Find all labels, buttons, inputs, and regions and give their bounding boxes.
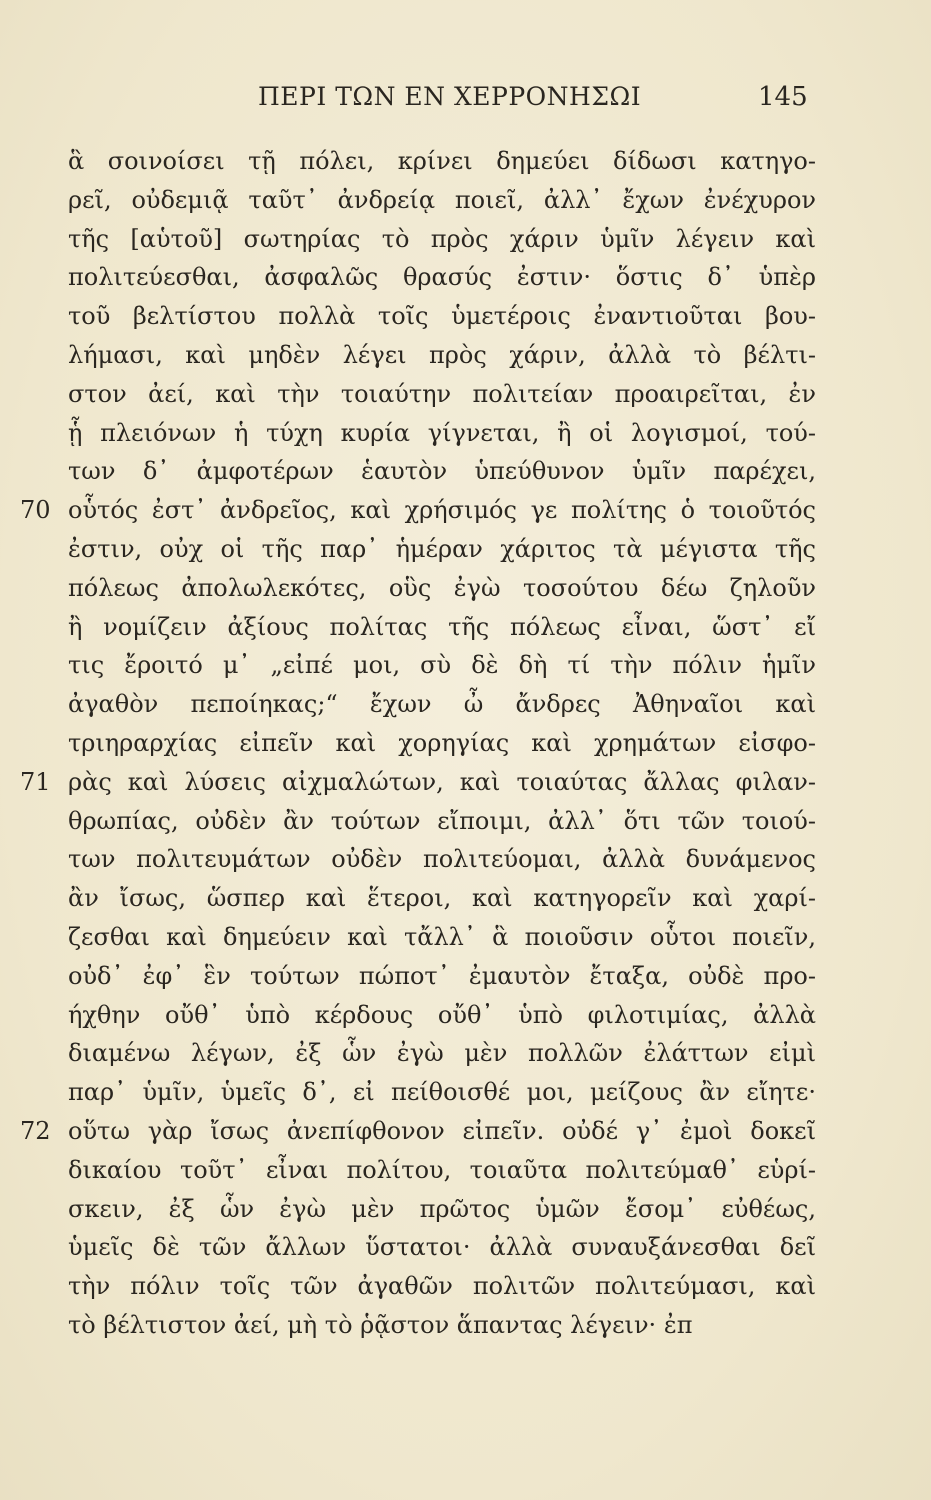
text-line <box>0 840 931 879</box>
line-text: τριηραρχίας εἰπεῖν καὶ χορηγίας καὶ χρημάτων εἰσφο- <box>68 728 816 757</box>
line-text: ρὰς καὶ λύσεις αἰχμαλώτων, καὶ τοιαύτας ἄλλας φιλαν- <box>68 767 816 796</box>
text-line <box>0 569 931 608</box>
text-line <box>0 1228 931 1267</box>
text-line <box>0 1073 931 1112</box>
section-number: 70 <box>20 496 51 525</box>
line-text: ήχθην οὔθ᾽ ὑπὸ κέρδους οὔθ᾽ ὑπὸ φιλοτιμίας, ἀλλὰ <box>68 1000 816 1029</box>
text-line <box>0 957 931 996</box>
text-line <box>0 297 931 336</box>
text-line <box>0 491 931 530</box>
text-line <box>0 608 931 647</box>
text-line <box>0 452 931 491</box>
text-line <box>0 336 931 375</box>
body-text <box>0 142 931 1345</box>
line-text: οὐδ᾽ ἐφ᾽ ἓν τούτων πώποτ᾽ ἐμαυτὸν ἔταξα, οὐδὲ προ- <box>68 961 816 990</box>
text-line <box>0 1267 931 1306</box>
line-text: τὴν πόλιν τοῖς τῶν ἀγαθῶν πολιτῶν πολιτεύμασι, καὶ <box>68 1272 816 1301</box>
text-line <box>0 414 931 453</box>
line-text: των δ᾽ ἀμφοτέρων ἑαυτὸν ὑπεύθυνον ὑμῖν παρέχει, <box>68 457 816 486</box>
text-line <box>0 142 931 181</box>
line-text: τις ἔροιτό μ᾽ „εἰπέ μοι, σὺ δὲ δὴ τί τὴν πόλιν ἡμῖν <box>68 651 816 680</box>
text-line <box>0 1112 931 1151</box>
line-text: λήμασι, καὶ μηδὲν λέγει πρὸς χάριν, ἀλλὰ τὸ βέλτι- <box>68 340 816 369</box>
text-line <box>0 996 931 1035</box>
line-text: των πολιτευμάτων οὐδὲν πολιτεύομαι, ἀλλὰ δυνάμενος <box>68 845 816 874</box>
text-line <box>0 646 931 685</box>
line-text: ἀγαθὸν πεποίηκας;“ ἔχων ὦ ἄνδρες Ἀθηναῖοι καὶ <box>68 690 816 719</box>
line-text: ᾗ πλειόνων ἡ τύχη κυρία γίγνεται, ἢ οἱ λογισμοί, τού- <box>68 418 816 447</box>
line-text: οὗτός ἐστ᾽ ἀνδρεῖος, καὶ χρήσιμός γε πολίτης ὁ τοιοῦτός <box>68 496 816 525</box>
line-text: ὑμεῖς δὲ τῶν ἄλλων ὕστατοι· ἀλλὰ συναυξάνεσθαι δεῖ <box>68 1233 816 1262</box>
text-line <box>0 181 931 220</box>
text-line <box>0 530 931 569</box>
text-line <box>0 1306 931 1345</box>
text-line <box>0 724 931 763</box>
page-number: 145 <box>758 82 808 112</box>
line-text: διαμένω λέγων, ἐξ ὧν ἐγὼ μὲν πολλῶν ἐλάττων εἰμὶ <box>68 1039 816 1068</box>
line-text: ἂν ἴσως, ὥσπερ καὶ ἕτεροι, καὶ κατηγορεῖν καὶ χαρί- <box>68 884 816 913</box>
line-text: τοῦ βελτίστου πολλὰ τοῖς ὑμετέροις ἐναντιοῦται βου- <box>68 302 816 331</box>
text-line <box>0 685 931 724</box>
running-title: ΠΕΡΙ ΤΩΝ ΕΝ ΧΕΡΡΟΝΗΣΩΙ <box>258 82 642 111</box>
line-text: παρ᾽ ὑμῖν, ὑμεῖς δ᾽, εἰ πείθοισθέ μοι, μείζους ἂν εἴητε· <box>68 1078 816 1107</box>
line-text: ρεῖ, οὐδεμιᾷ ταῦτ᾽ ἀνδρείᾳ ποιεῖ, ἀλλ᾽ ἔχων ἐνέχυρον <box>68 185 816 214</box>
line-text: θρωπίας, οὐδὲν ἂν τούτων εἴποιμι, ἀλλ᾽ ὅτι τῶν τοιού- <box>68 806 816 835</box>
line-text: σκειν, ἐξ ὧν ἐγὼ μὲν πρῶτος ὑμῶν ἔσομ᾽ εὐθέως, <box>68 1194 816 1223</box>
section-number: 72 <box>20 1116 51 1145</box>
line-text: ἐστιν, οὐχ οἱ τῆς παρ᾽ ἡμέραν χάριτος τὰ μέγιστα τῆς <box>68 534 816 563</box>
line-text: ζεσθαι καὶ δημεύειν καὶ τἄλλ᾽ ἃ ποιοῦσιν οὗτοι ποιεῖν, <box>68 922 816 951</box>
section-number: 71 <box>20 767 51 796</box>
line-text: τὸ βέλτιστον ἀεί, μὴ τὸ ῥᾷστον ἅπαντας λέγειν· ἐπ <box>68 1310 693 1339</box>
text-line <box>0 879 931 918</box>
line-text: στον ἀεί, καὶ τὴν τοιαύτην πολιτείαν προαιρεῖται, ἐν <box>68 379 816 408</box>
line-text: πολιτεύεσθαι, ἀσφαλῶς θρασύς ἐστιν· ὅστις δ᾽ ὑπὲρ <box>68 263 816 292</box>
text-line <box>0 802 931 841</box>
line-text: ἢ νομίζειν ἀξίους πολίτας τῆς πόλεως εἶναι, ὥστ᾽ εἴ <box>68 612 816 641</box>
text-line <box>0 1151 931 1190</box>
text-line <box>0 1190 931 1229</box>
line-text: οὕτω γὰρ ἴσως ἀνεπίφθονον εἰπεῖν. οὐδέ γ᾽ ἐμοὶ δοκεῖ <box>68 1116 816 1145</box>
text-line <box>0 375 931 414</box>
line-text: τῆς [αὑτοῦ] σωτηρίας τὸ πρὸς χάριν ὑμῖν λέγειν καὶ <box>68 224 816 253</box>
text-line <box>0 918 931 957</box>
running-head <box>0 82 931 122</box>
line-text: πόλεως ἀπολωλεκότες, οὓς ἐγὼ τοσούτου δέω ζηλοῦν <box>68 573 816 602</box>
text-line <box>0 1034 931 1073</box>
line-text: ἃ σοινοίσει τῇ πόλει, κρίνει δημεύει δίδωσι κατηγο- <box>68 147 816 175</box>
text-line <box>0 258 931 297</box>
text-line <box>0 763 931 802</box>
text-line <box>0 220 931 259</box>
line-text: δικαίου τοῦτ᾽ εἶναι πολίτου, τοιαῦτα πολιτεύμαθ᾽ εὑρί- <box>68 1155 816 1184</box>
